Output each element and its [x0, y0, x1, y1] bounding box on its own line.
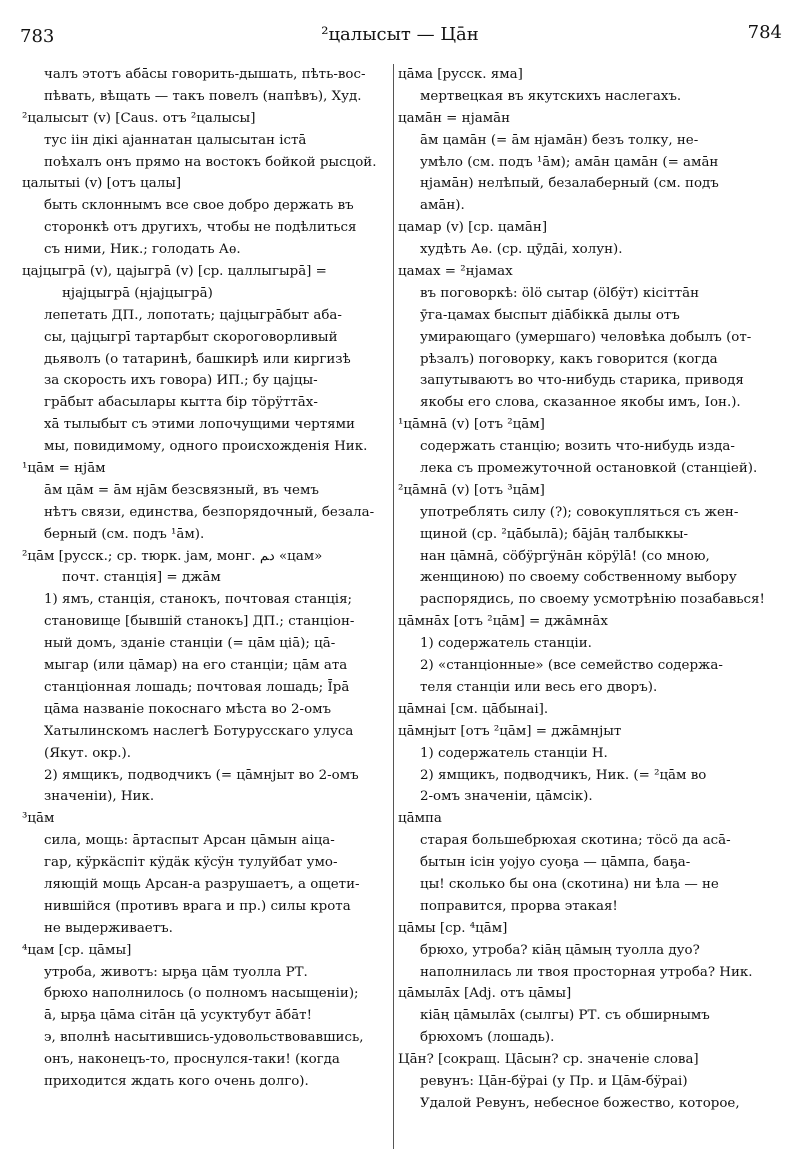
- entry-text-line: старая большебрюхая скотина; тöсö да асā-: [420, 833, 731, 849]
- entry-text-line: Хатылинскомъ наслегѣ Ботурусскаго улуса: [44, 723, 354, 739]
- entry-text-line: распорядись, по своему усмотрѣнiю позабавься!: [420, 592, 765, 608]
- entry-text-line: пѣвать, вѣщать — такъ повелъ (напѣвъ), Худ.: [44, 88, 362, 104]
- entry-text-line: хā тылыбыт съ этими лопочущими чертями: [44, 417, 355, 433]
- entry-headword-line: Цāн? [сокращ. Цāсын? ср. значенiе слова]: [398, 1052, 699, 1068]
- column-divider: [393, 64, 394, 1149]
- entry-headword-line: цалытыi (v) [отъ цалы]: [22, 176, 182, 192]
- entry-text-line: содержать станцiю; возить что-нибудь изда-: [420, 439, 735, 455]
- entry-text-line: сы, цаjцыгрī тартарбыт скороговорливый: [44, 329, 338, 345]
- entry-text-line: нѣтъ связи, единства, безпорядочный, безала-: [44, 504, 375, 520]
- entry-headword-line: цāмылāх [Adj. отъ цāмы]: [398, 986, 572, 1002]
- entry-headword-line: цāмнаi [см. цāбынаi].: [398, 701, 549, 717]
- entry-text-line: ревунъ: Цāн-бÿраi (у Пр. и Цāм-бÿраi): [420, 1073, 688, 1089]
- entry-text-line: 2-омъ значенiи, цāмсiк).: [420, 789, 593, 805]
- entry-text-line: почт. станцiя] = джāм: [62, 570, 221, 586]
- page-number-left: 783: [20, 26, 55, 47]
- entry-text-line: дьяволъ (о татаринѣ, башкирѣ или киргизѣ: [44, 351, 351, 367]
- entry-text-line: станцiонная лошадь; почтовая лошадь; Īрā: [44, 679, 350, 695]
- entry-text-line: э, вполнѣ насытившись-удовольствовавшись,: [44, 1030, 364, 1046]
- entry-text-line: цāма названiе покоснаго мѣста во 2-омъ: [44, 701, 332, 717]
- entry-text-line: наполнилась ли твоя просторная утроба? Ник.: [420, 964, 753, 980]
- entry-text-line: ный домъ, зданiе станцiи (= цāм цiā); цā-: [44, 636, 336, 652]
- entry-text-line: 2) «станцiонные» (все семейство содержа-: [420, 658, 723, 674]
- entry-text-line: поѣхалъ онъ прямо на востокъ бойкой рысцой.: [44, 154, 377, 170]
- entry-text-line: чалъ этотъ абāсы говорить-дышать, пѣть-вос-: [44, 67, 366, 82]
- entry-text-line: утроба, животъ: ырҕа цāм туолла РТ.: [44, 964, 308, 980]
- entry-text-line: рѣзалъ) поговорку, какъ говорится (когда: [420, 351, 718, 367]
- entry-text-line: (Якут. окр.).: [44, 745, 131, 761]
- entry-text-line: āм цāм = āм нjāм безсвязный, въ чемъ: [44, 482, 319, 498]
- entry-text-line: мыгар (или цāмар) на его станцiи; цāм ата: [44, 658, 348, 674]
- page-header: [0, 22, 800, 52]
- entry-headword-line: цамāн = нjамāн: [398, 110, 511, 126]
- entry-text-line: ā, ырҕа цāма сiтāн цā усуктубут āбāт!: [44, 1008, 312, 1024]
- entry-text-line: значенiи), Ник.: [44, 789, 155, 805]
- entry-headword-line: цаjцыгрā (v), цаjыгрā (v) [ср. цаллыгырā] =: [22, 264, 327, 280]
- entry-headword-line: цāмнjыт [отъ ²цāм] = джāмнjыт: [398, 723, 622, 739]
- entry-headword-line: ¹цāмнā (v) [отъ ²цāм]: [398, 417, 545, 433]
- entry-text-line: амāн).: [420, 198, 465, 214]
- entry-text-line: лека съ промежуточной остановкой (станцiей).: [420, 461, 758, 477]
- entry-text-line: щиной (ср. ²цāбылā); бājāң талбыккы-: [420, 526, 689, 542]
- entry-text-line: грāбыт абасылары кытта бiр тöрÿттāх-: [44, 395, 318, 411]
- entry-text-line: брюхомъ (лошадь).: [420, 1030, 555, 1046]
- entry-text-line: 1) ямъ, станцiя, станокъ, почтовая станцiя;: [44, 592, 353, 608]
- entry-text-line: Удалой Ревунъ, небесное божество, которое,: [420, 1095, 740, 1111]
- right-column: [398, 64, 778, 1115]
- entry-text-line: за скорость ихъ говора) ИП.; бу цаjцы-: [44, 373, 318, 389]
- entry-text-line: кiāң цāмылāх (сылгы) РТ. съ обширнымъ: [420, 1008, 710, 1024]
- entry-headword-line: цамах = ²нjамах: [398, 264, 513, 280]
- entry-text-line: нившiйся (противъ врага и пр.) силы крота: [44, 898, 351, 914]
- entry-text-line: худѣть Аѳ. (ср. цӯдāi, холун).: [420, 242, 623, 258]
- entry-text-line: умѣло (см. подъ ¹āм); амāн цамāн (= амāн: [420, 154, 719, 170]
- entry-text-line: берный (см. подъ ¹āм).: [44, 526, 205, 542]
- entry-text-line: становище [бывшiй станокъ] ДП.; станцiон-: [44, 614, 355, 630]
- entry-headword-line: ²цāмнā (v) [отъ ³цāм]: [398, 482, 545, 498]
- entry-headword-line: ¹цāм = нjāм: [22, 461, 106, 477]
- entry-text-line: 1) содержатель станцiи Н.: [420, 745, 608, 761]
- entry-headword-line: ²цалысыт (v) [Caus. отъ ²цалысы]: [22, 110, 256, 126]
- entry-text-line: поправится, прорва этакая!: [420, 898, 618, 914]
- entry-text-line: запутываютъ во что-нибудь старика, приводя: [420, 373, 744, 389]
- entry-headword-line: цāмпа: [398, 811, 442, 827]
- entry-headword-line: цамар (v) [ср. цамāн]: [398, 220, 548, 236]
- entry-text-line: тус iiн дiкi аjаннатан цалысытан iстā: [44, 132, 307, 148]
- entry-text-line: сила, мощь: āртаспыт Арсан цāмын аiцa-: [44, 833, 335, 849]
- entry-text-line: 2) ямщикъ, подводчикъ (= цāмнjыт во 2-омъ: [44, 767, 359, 783]
- entry-text-line: āм цамāн (= āм нjамāн) безъ толку, не-: [420, 132, 699, 148]
- entry-headword-line: цāма [русск. яма]: [398, 67, 523, 82]
- entry-text-line: употреблять силу (?); совокупляться съ жен-: [420, 504, 739, 520]
- entry-text-line: ӯга-цамах быспыт дiāбiккā дылы отъ: [420, 307, 680, 323]
- entry-text-line: ляющiй мощь Арсан-а разрушаетъ, а ощети-: [44, 876, 360, 892]
- entry-text-line: приходится ждать кого очень долго).: [44, 1073, 309, 1089]
- entry-text-line: женщиною) по своему собственному выбору: [420, 570, 737, 586]
- entry-headword-line: цāмнāх [отъ ²цāм] = джāмнāх: [398, 614, 608, 630]
- entry-text-line: 2) ямщикъ, подводчикъ, Ник. (= ²цāм во: [420, 767, 707, 783]
- page-number-right: 784: [747, 22, 782, 43]
- entry-text-line: мертвецкая въ якутскихъ наслегахъ.: [420, 88, 682, 104]
- entry-headword-line: ³цāм: [22, 811, 55, 827]
- entry-text-line: брюхо, утроба? кiāң цāмың туолла дуо?: [420, 942, 700, 958]
- entry-text-line: нjамāн) нелѣпый, безалаберный (см. подъ: [420, 176, 719, 192]
- entry-text-line: въ поговоркѣ: ölö сытар (ölбÿт) кiсiттāн: [420, 285, 700, 301]
- entry-text-line: гар, кÿркäспiт кÿдäк кÿсÿн тулуйбат умо-: [44, 855, 338, 871]
- entry-text-line: брюхо наполнилось (о полномъ насыщенiи);: [44, 986, 359, 1002]
- entry-text-line: онъ, наконецъ-то, проснулся-таки! (когда: [44, 1052, 340, 1068]
- entry-text-line: цы! сколько бы она (скотина) ни ѣла — не: [420, 876, 719, 892]
- entry-text-line: нан цāмнā, сöбÿргÿнāн кöрÿlā! (со мною,: [420, 548, 710, 564]
- entry-text-line: бытын iсiн уоjуо суоҕа — цāмпа, баҕа-: [420, 855, 691, 871]
- entry-headword-line: ⁴цам [ср. цāмы]: [22, 942, 132, 958]
- entry-text-line: сторонкѣ отъ другихъ, чтобы не подѣлиться: [44, 220, 357, 236]
- entry-text-line: лепетать ДП., лопотать; цаjцыгрāбыт аба-: [44, 307, 342, 323]
- entry-headword-line: цāмы [ср. ⁴цāм]: [398, 920, 508, 936]
- entry-text-line: теля станцiи или весь его дворъ).: [420, 679, 658, 695]
- entry-headword-line: ²цāм [русск.; ср. тюрк. jам, монг. ﺩﻢ «цам»: [22, 548, 323, 564]
- entry-text-line: мы, повидимому, одного происхожденiя Ник.: [44, 439, 368, 455]
- entry-text-line: нjаjцыгрā (нjаjцыгрā): [62, 285, 213, 301]
- entry-text-line: 1) содержатель станцiи.: [420, 636, 592, 652]
- entry-text-line: быть склоннымъ все свое добро держать въ: [44, 198, 354, 214]
- entry-text-line: умирающаго (умершаго) человѣка добылъ (от-: [420, 329, 752, 345]
- entry-text-line: якобы его слова, сказанное якобы имъ, Іон.).: [420, 395, 741, 411]
- entry-text-line: не выдерживаетъ.: [44, 920, 173, 936]
- left-column: [22, 64, 390, 1093]
- entry-text-line: съ ними, Ник.; голодать Аѳ.: [44, 242, 241, 258]
- running-title: ²цалысыт — Цāн: [321, 24, 479, 45]
